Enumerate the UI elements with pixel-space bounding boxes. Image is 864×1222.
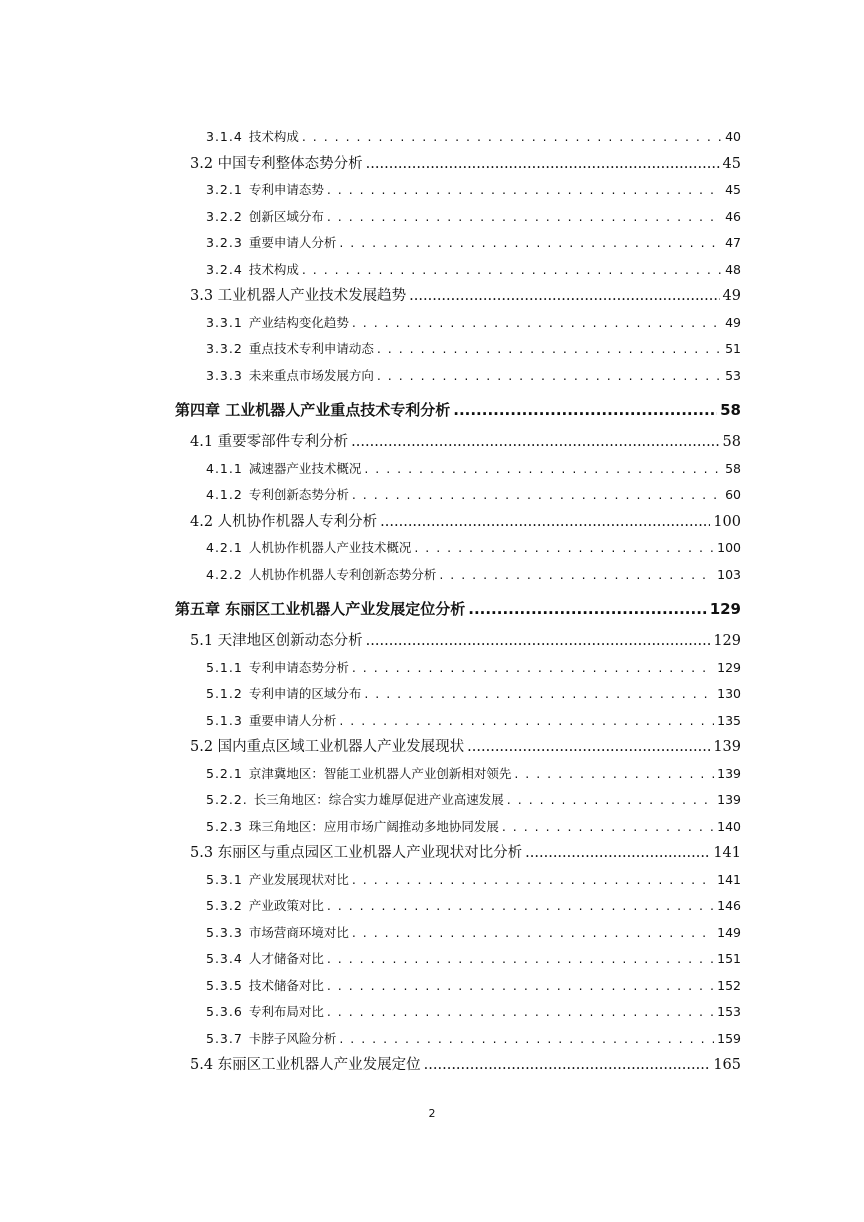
toc-entry-label [206,946,324,973]
dot-leader [327,177,722,204]
toc-entry-label [190,840,522,867]
toc-subsection-entry[interactable] [206,310,741,337]
toc-entry-label [190,151,363,178]
toc-section-entry[interactable] [190,840,741,867]
toc-entry-title: 东丽区与重点园区工业机器人产业现状对比分析 [217,845,523,861]
toc-entry-title: 人机协作机器人专利分析 [217,513,378,530]
toc-subsection-entry[interactable] [206,681,741,708]
toc-entry-label [206,310,349,337]
toc-subsection-entry[interactable] [206,535,741,562]
dot-leader [352,867,714,894]
toc-entry-page-number: 149 [717,924,741,940]
toc-entry-title: 市场营商环境对比 [248,924,349,940]
toc-subsection-entry[interactable] [206,124,741,151]
toc-entry-title: 国内重点区域工业机器人产业发展现状 [217,739,465,755]
toc-entry-code: 3.1.4 [206,129,243,144]
toc-entry-code: 4.2.1 [206,540,243,555]
toc-subsection-entry[interactable] [206,814,741,841]
dot-leader [352,482,722,509]
dot-leader [302,257,722,284]
toc-entry-page-number: 58 [720,401,741,419]
toc-entry-page-number: 129 [709,600,741,618]
toc-entry-page-number: 45 [722,155,741,172]
toc-entry-code: 3.2.1 [206,182,243,197]
dot-leader [380,509,710,536]
dot-leader [352,655,714,682]
toc-entry-label [206,814,499,841]
toc-subsection-entry[interactable] [206,456,741,483]
toc-entry-code: 第四章 [175,401,221,419]
toc-entry-title: 东丽区工业机器人产业发展定位 [217,1057,421,1073]
toc-entry-code: 3.2 [190,155,214,172]
toc-section-entry[interactable] [190,628,741,655]
toc-entry-page-number: 49 [725,314,741,330]
dot-leader [364,456,722,483]
toc-entry-page-number: 130 [717,686,741,701]
toc-entry-page-number: 139 [717,792,741,807]
dot-leader [327,204,722,231]
dot-leader [453,393,717,427]
toc-entry-label [206,761,511,788]
toc-entry-label [206,681,361,708]
toc-entry-code: 4.1 [190,434,214,450]
dot-leader [364,681,714,708]
toc-entry-title: 工业机器人产业重点技术专利分析 [225,401,451,419]
toc-subsection-entry[interactable] [206,336,741,363]
dot-leader [439,562,714,589]
toc-entry-code: 5.3 [190,845,214,861]
toc-section-entry[interactable] [190,1052,741,1079]
dot-leader [467,734,710,761]
toc-entry-code: 5.2 [190,739,214,755]
dot-leader [302,124,722,151]
toc-subsection-entry[interactable] [206,867,741,894]
toc-subsection-entry[interactable] [206,177,741,204]
toc-entry-code: 第五章 [175,600,221,618]
toc-subsection-entry[interactable] [206,204,741,231]
toc-entry-code: 3.2.4 [206,261,243,277]
toc-entry-label [175,592,465,626]
toc-entry-page-number: 58 [722,434,741,450]
toc-entry-title: 重要申请人分析 [248,712,337,728]
toc-entry-page-number: 135 [717,712,741,728]
toc-entry-page-number: 58 [725,460,741,476]
toc-entry-page-number: 146 [717,898,741,913]
dot-leader [352,310,722,337]
dot-leader [366,628,711,655]
toc-entry-label [206,257,299,284]
page-number: 2 [428,1107,436,1120]
toc-entry-page-number: 152 [717,977,741,993]
toc-entry-page-number: 129 [713,633,741,649]
toc-entry-code: 4.2 [190,513,214,530]
dot-leader [377,336,722,363]
toc-entry-page-number: 46 [725,208,741,224]
toc-entry-label [206,973,324,1000]
toc-entry-label [206,336,374,363]
toc-entry-title: 人机协作机器人产业技术概况 [248,540,412,555]
toc-entry-label [206,562,436,589]
toc-entry-title: 人机协作机器人专利创新态势分析 [248,566,437,582]
dot-leader [377,363,722,390]
toc-entry-label [206,363,374,390]
toc-subsection-entry[interactable] [206,1026,741,1053]
toc-entry-page-number: 139 [713,739,741,755]
toc-entry-title: 技术构成 [248,129,299,144]
toc-entry-page-number: 51 [725,341,741,356]
toc-entry-page-number: 49 [722,288,741,304]
toc-entry-title: 专利布局对比 [248,1004,324,1019]
toc-entry-page-number: 165 [713,1057,741,1073]
dot-leader [409,283,719,310]
toc-entry-page-number: 53 [725,367,741,383]
toc-entry-label [206,867,349,894]
toc-entry-code: 4.1.2 [206,487,243,502]
dot-leader [514,761,714,788]
toc-entry-title: 中国专利整体态势分析 [217,155,363,172]
toc-entry-code: 5.3.1 [206,871,243,887]
toc-subsection-entry[interactable] [206,257,741,284]
toc-entry-page-number: 141 [717,871,741,887]
toc-subsection-entry[interactable] [206,562,741,589]
toc-subsection-entry[interactable] [206,363,741,390]
toc-entry-label [190,283,406,310]
dot-leader [327,999,714,1026]
toc-chapter-entry[interactable] [175,393,741,427]
toc-section-entry[interactable] [190,509,741,536]
toc-entry-title: 创新区域分布 [248,208,324,224]
toc-entry-code: 4.1.1 [206,460,243,476]
toc-entry-code: 3.3 [190,288,214,304]
toc-entry-label [206,1026,336,1053]
toc-subsection-entry[interactable] [206,708,741,735]
toc-entry-code: 5.1.3 [206,712,243,728]
toc-entry-page-number: 48 [725,261,741,277]
toc-entry-page-number: 153 [717,1004,741,1019]
toc-subsection-entry[interactable] [206,655,741,682]
dot-leader [502,814,714,841]
toc-entry-title: 重要零部件专利分析 [217,434,349,450]
toc-entry-code: 5.3.6 [206,1004,243,1019]
toc-entry-label [206,893,324,920]
toc-entry-label [206,124,299,151]
toc-entry-page-number: 139 [717,765,741,781]
toc-entry-page-number: 103 [717,566,741,582]
toc-entry-page-number: 47 [725,235,741,250]
dot-leader [424,1052,711,1079]
toc-entry-title: 重点技术专利申请动态 [248,341,374,356]
dot-leader [414,535,714,562]
toc-entry-code: 5.3.5 [206,977,243,993]
toc-entry-page-number: 140 [717,818,741,834]
toc-entry-title: 减速器产业技术概况 [248,460,362,476]
toc-entry-label [190,1052,421,1079]
toc-entry-title: 珠三角地区：应用市场广阔推动多地协同发展 [248,818,499,834]
toc-entry-label [206,177,324,204]
toc-entry-label [190,429,348,456]
toc-entry-title: 卡脖子风险分析 [248,1030,337,1046]
toc-subsection-entry[interactable] [206,787,741,814]
toc-entry-code: 5.1.1 [206,659,243,675]
toc-entry-code: 5.2.1 [206,765,243,781]
toc-entry-title: 工业机器人产业技术发展趋势 [217,288,407,304]
toc-entry-title: 技术储备对比 [248,977,324,993]
toc-entry-label [206,204,324,231]
toc-entry-page-number: 45 [725,182,741,197]
dot-leader [507,787,714,814]
toc-entry-label [190,734,464,761]
toc-entry-title: 重要申请人分析 [248,235,337,250]
dot-leader [525,840,710,867]
toc-subsection-entry[interactable] [206,999,741,1026]
toc-entry-code: 5.3.7 [206,1030,243,1046]
toc-entry-title: 专利申请态势 [248,182,324,197]
toc-entry-title: 专利创新态势分析 [248,487,349,502]
dot-leader [351,429,719,456]
dot-leader [327,973,714,1000]
toc-section-entry[interactable] [190,283,741,310]
toc-entry-label [206,535,411,562]
toc-entry-title: 技术构成 [248,261,299,277]
toc-entry-code: 5.3.4 [206,951,243,966]
toc-entry-page-number: 141 [713,845,741,861]
toc-entry-label [175,393,450,427]
toc-entry-code: 5.2.3 [206,818,243,834]
dot-leader [366,151,720,178]
toc-entry-title: 东丽区工业机器人产业发展定位分析 [225,600,466,618]
toc-entry-label [206,708,336,735]
toc-entry-title: 人才储备对比 [248,951,324,966]
dot-leader [339,1026,714,1053]
toc-subsection-entry[interactable] [206,920,741,947]
toc-entry-label [206,655,349,682]
toc-entry-code: 3.2.2 [206,208,243,224]
toc-subsection-entry[interactable] [206,230,741,257]
toc-entry-label [206,920,349,947]
toc-entry-title: 专利申请态势分析 [248,659,349,675]
toc-subsection-entry[interactable] [206,893,741,920]
toc-entry-code: 3.3.1 [206,314,243,330]
dot-leader [339,230,722,257]
toc-entry-page-number: 129 [717,659,741,675]
dot-leader [352,920,714,947]
toc-subsection-entry[interactable] [206,973,741,1000]
toc-entry-label [206,456,361,483]
table-of-contents [0,124,864,1079]
toc-entry-title: 产业发展现状对比 [248,871,349,887]
toc-entry-page-number: 40 [725,129,741,144]
toc-entry-page-number: 151 [717,951,741,966]
toc-entry-code: 3.3.2 [206,341,243,356]
dot-leader [468,592,706,626]
toc-section-entry[interactable] [190,151,741,178]
toc-entry-code: 5.1 [190,633,214,649]
toc-entry-label [206,230,336,257]
toc-entry-label [190,509,377,536]
toc-entry-label [206,787,504,814]
toc-entry-title: 产业结构变化趋势 [248,314,349,330]
toc-chapter-entry[interactable] [175,592,741,626]
toc-subsection-entry[interactable] [206,946,741,973]
toc-entry-page-number: 100 [713,513,741,530]
toc-entry-code: 5.1.2 [206,686,243,701]
toc-entry-title: 天津地区创新动态分析 [217,633,363,649]
toc-entry-code: 5.3.2 [206,898,243,913]
toc-entry-code: 3.2.3 [206,235,243,250]
toc-entry-title: 长三角地区：综合实力雄厚促进产业高速发展 [253,792,504,807]
toc-entry-label [190,628,363,655]
toc-subsection-entry[interactable] [206,761,741,788]
toc-entry-title: 产业政策对比 [248,898,324,913]
toc-entry-code: 5.2.2. [206,792,248,807]
toc-entry-page-number: 159 [717,1030,741,1046]
dot-leader [327,946,714,973]
toc-entry-title: 未来重点市场发展方向 [248,367,374,383]
toc-entry-code: 3.3.3 [206,367,243,383]
dot-leader [339,708,714,735]
toc-entry-title: 专利申请的区域分布 [248,686,362,701]
toc-subsection-entry[interactable] [206,482,741,509]
toc-entry-code: 5.4 [190,1057,214,1073]
dot-leader [327,893,714,920]
toc-section-entry[interactable] [190,429,741,456]
toc-entry-label [206,999,324,1026]
toc-entry-page-number: 60 [725,487,741,502]
toc-entry-label [206,482,349,509]
toc-entry-page-number: 100 [717,540,741,555]
toc-entry-code: 4.2.2 [206,566,243,582]
toc-entry-code: 5.3.3 [206,924,243,940]
toc-section-entry[interactable] [190,734,741,761]
toc-entry-title: 京津冀地区：智能工业机器人产业创新相对领先 [248,765,512,781]
